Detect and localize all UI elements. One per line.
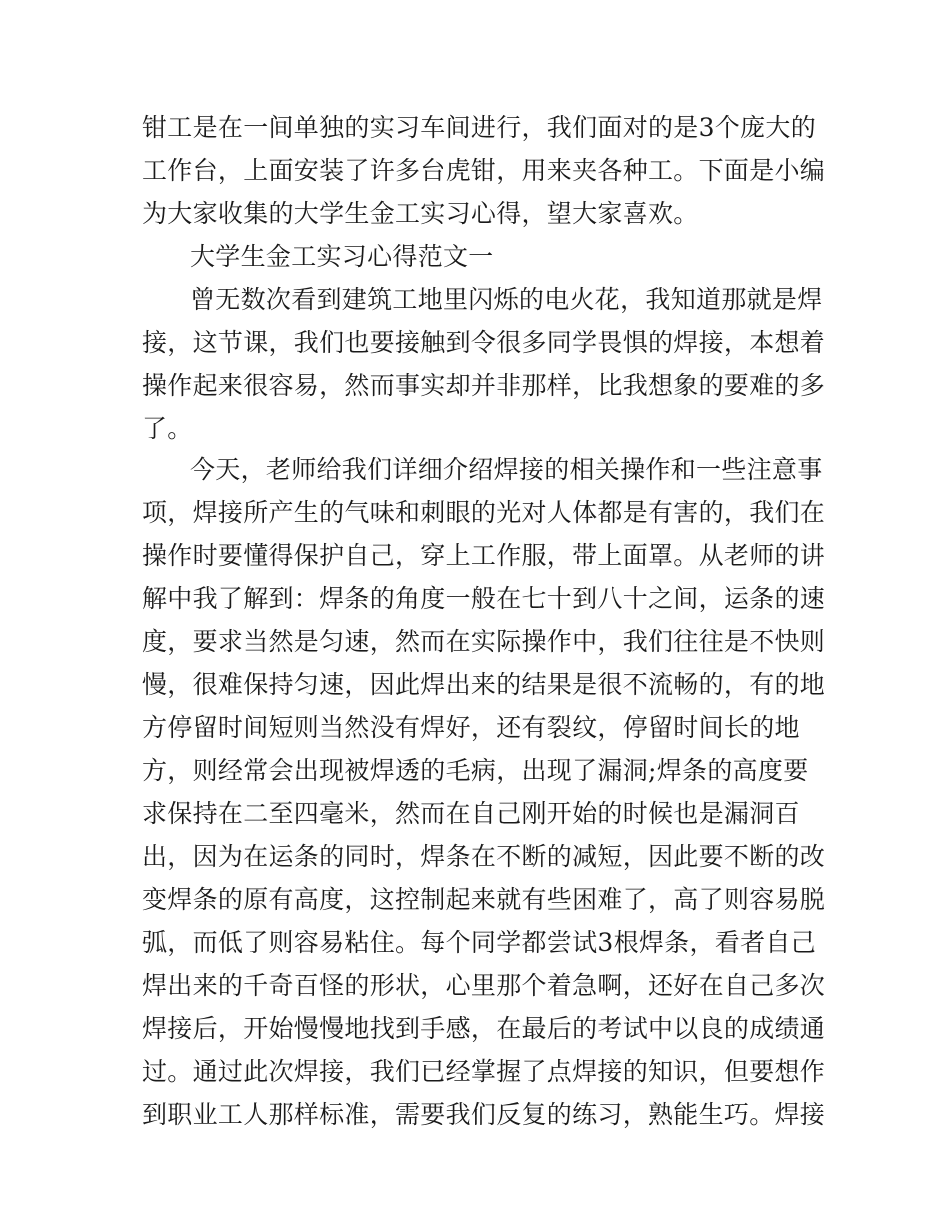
text-line: 钳工是在一间单独的实习车间进行，我们面对的是3个庞大的 <box>142 113 817 142</box>
text-line: 工作台，上面安装了许多台虎钳，用来夹各种工。下面是小编 <box>142 156 826 185</box>
text-line: 了。 <box>142 414 193 443</box>
text-line: 方停留时间短则当然没有焊好，还有裂纹，停留时间长的地 <box>142 713 800 742</box>
text-line: 接，这节课，我们也要接触到令很多同学畏惧的焊接，本想着 <box>142 328 826 357</box>
text-line: 解中我了解到：焊条的角度一般在七十到八十之间，运条的速 <box>142 584 826 613</box>
text-line: 度，要求当然是匀速，然而在实际操作中，我们往往是不快则 <box>142 627 826 656</box>
text-line: 为大家收集的大学生金工实习心得，望大家喜欢。 <box>142 199 699 228</box>
text-line: 慢，很难保持匀速，因此焊出来的结果是很不流畅的，有的地 <box>142 670 826 699</box>
text-line: 今天，老师给我们详细介绍焊接的相关操作和一些注意事 <box>190 455 823 484</box>
text-line: 方，则经常会出现被焊透的毛病，出现了漏洞;焊条的高度要 <box>142 756 809 785</box>
section-heading: 大学生金工实习心得范文一 <box>190 242 494 271</box>
text-line: 变焊条的原有高度，这控制起来就有些困难了，高了则容易脱 <box>142 885 826 914</box>
text-line: 项，焊接所产生的气味和刺眼的光对人体都是有害的，我们在 <box>142 498 826 527</box>
text-line: 出，因为在运条的同时，焊条在不断的减短，因此要不断的改 <box>142 842 826 871</box>
text-line: 过。通过此次焊接，我们已经掌握了点焊接的知识，但要想作 <box>142 1057 826 1086</box>
text-line: 操作起来很容易，然而事实却并非那样，比我想象的要难的多 <box>142 371 826 400</box>
text-line: 操作时要懂得保护自己，穿上工作服，带上面罩。从老师的讲 <box>142 541 826 570</box>
text-line: 焊出来的千奇百怪的形状，心里那个着急啊，还好在自己多次 <box>142 971 826 1000</box>
text-line: 到职业工人那样标准，需要我们反复的练习，熟能生巧。焊接 <box>142 1100 826 1129</box>
text-line: 曾无数次看到建筑工地里闪烁的电火花，我知道那就是焊 <box>190 285 823 314</box>
text-line: 焊接后，开始慢慢地找到手感，在最后的考试中以良的成绩通 <box>142 1014 826 1043</box>
text-line: 弧，而低了则容易粘住。每个同学都尝试3根焊条，看者自己 <box>142 928 817 957</box>
text-line: 求保持在二至四毫米，然而在自己刚开始的时候也是漏洞百 <box>142 799 800 828</box>
